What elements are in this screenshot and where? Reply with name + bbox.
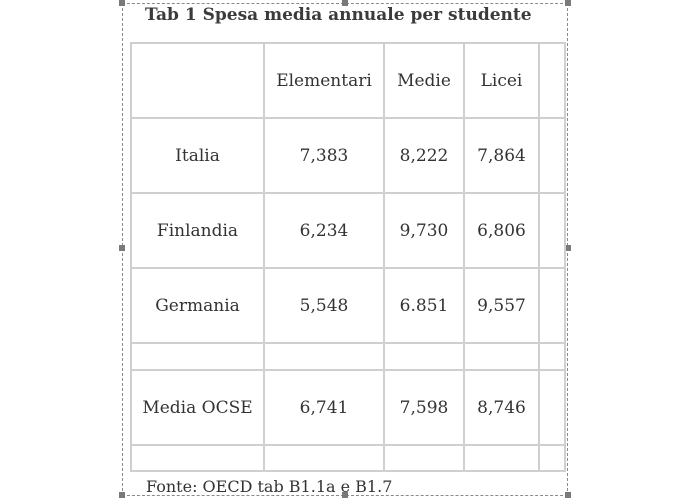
- header-cell-extra: [539, 43, 565, 118]
- empty-cell: [539, 118, 565, 193]
- country-cell: Finlandia: [131, 193, 264, 268]
- empty-cell: [539, 268, 565, 343]
- table-row-germania: [131, 268, 565, 343]
- table-row-finlandia: [131, 193, 565, 268]
- value-cell-elementari: 6,234: [264, 193, 384, 268]
- value-cell-licei: [464, 343, 539, 370]
- value-cell-licei: 8,746: [464, 370, 539, 445]
- header-cell-medie: Medie: [384, 43, 464, 118]
- table-row-spacer: [131, 343, 565, 370]
- header-cell-elementari: Elementari: [264, 43, 384, 118]
- header-cell-licei: Licei: [464, 43, 539, 118]
- value-cell-medie: 7,598: [384, 370, 464, 445]
- value-cell-licei: 7,864: [464, 118, 539, 193]
- value-cell-elementari: 7,383: [264, 118, 384, 193]
- value-cell-elementari: 5,548: [264, 268, 384, 343]
- value-cell-medie: [384, 343, 464, 370]
- header-cell-empty: [131, 43, 264, 118]
- value-cell-licei: [464, 445, 539, 471]
- table-title: Tab 1 Spesa media annuale per studente: [145, 5, 532, 25]
- table-row-spacer: [131, 445, 565, 471]
- value-cell-elementari: [264, 445, 384, 471]
- resize-handle-top-left[interactable]: [119, 0, 125, 6]
- resize-handle-bottom-right[interactable]: [565, 492, 571, 498]
- source-note: Fonte: OECD tab B1.1a e B1.7: [146, 477, 393, 496]
- value-cell-elementari: 6,741: [264, 370, 384, 445]
- country-cell: [131, 343, 264, 370]
- value-cell-medie: 6.851: [384, 268, 464, 343]
- country-cell: Germania: [131, 268, 264, 343]
- table-row-media-ocse: [131, 370, 565, 445]
- resize-handle-bottom-left[interactable]: [119, 492, 125, 498]
- country-cell: Media OCSE: [131, 370, 264, 445]
- value-cell-medie: 9,730: [384, 193, 464, 268]
- table-row-italia: [131, 118, 565, 193]
- value-cell-medie: [384, 445, 464, 471]
- value-cell-elementari: [264, 343, 384, 370]
- value-cell-medie: 8,222: [384, 118, 464, 193]
- empty-cell: [539, 343, 565, 370]
- country-cell: Italia: [131, 118, 264, 193]
- empty-cell: [539, 445, 565, 471]
- value-cell-licei: 6,806: [464, 193, 539, 268]
- value-cell-licei: 9,557: [464, 268, 539, 343]
- spending-table: [130, 42, 566, 472]
- resize-handle-top-right[interactable]: [565, 0, 571, 6]
- table-header-row: [131, 43, 565, 118]
- country-cell: [131, 445, 264, 471]
- empty-cell: [539, 370, 565, 445]
- empty-cell: [539, 193, 565, 268]
- resize-handle-middle-left[interactable]: [119, 245, 125, 251]
